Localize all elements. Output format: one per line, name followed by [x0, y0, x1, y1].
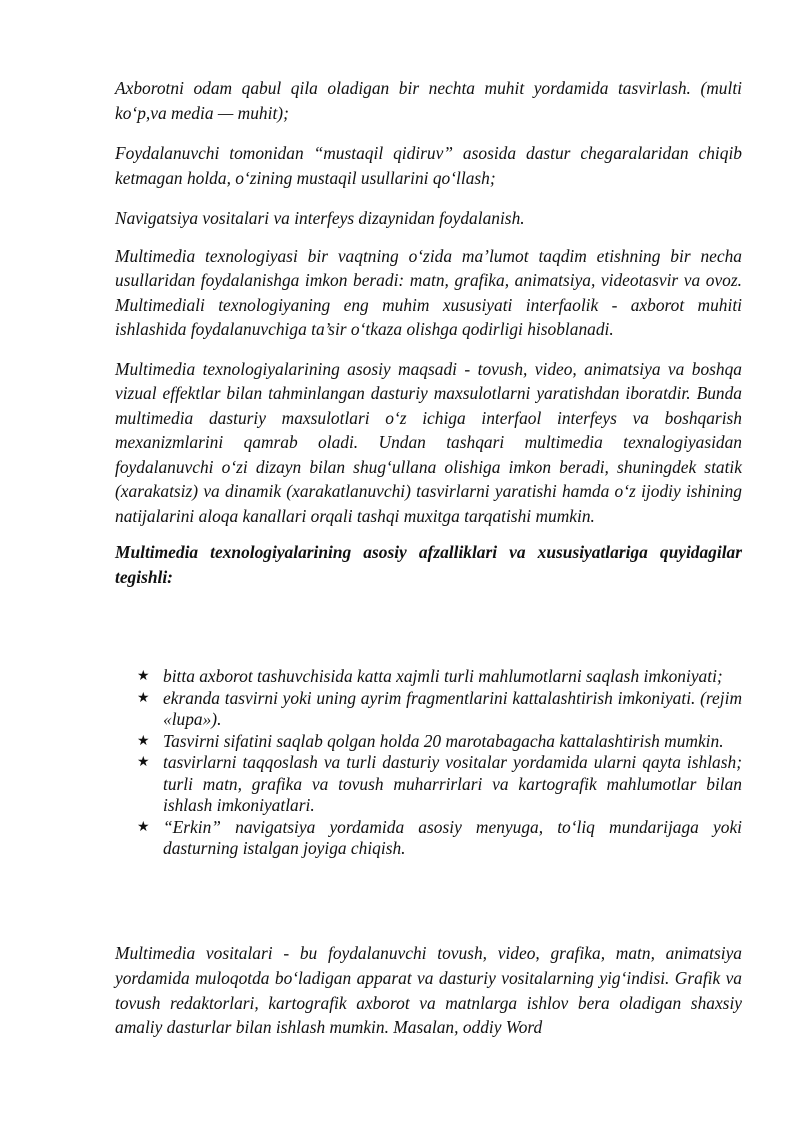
paragraph-multimedia-tools: Multimedia vositalari - bu foydalanuvchi tovush, video, grafika, matn, animatsiya yordamida muloqotda bo‘ladigan apparat va dasturiy vositalarning yig‘indisi. Grafik va tovush redaktorlari, kartografik axborot va matnlarga ishlov bera oladigan shaxsiy amaliy dasturlar bilan ishlash mumkin. Masalan, oddiy Word	[115, 943, 742, 1038]
list-item-text: tasvirlarni taqqoslash va turli dasturiy vositalar yordamida ularni qayta ishlash; turli matn, grafika va tovush muharrirlari va kartografik mahlumotlar bilan ishlash imkoniyatlari.	[163, 752, 742, 815]
list-item-text: Tasvirni sifatini saqlab qolgan holda 20 marotabagacha kattalashtirish mumkin.	[163, 730, 724, 751]
list-item	[137, 688, 742, 731]
list-item-text: ekranda tasvirni yoki uning ayrim fragmentlarini kattalashtirish imkoniyati. (rejim «lupa»).	[163, 687, 742, 729]
list-item	[137, 666, 742, 688]
list-item-text: “Erkin” navigatsiya yordamida asosiy menyuga, to‘liq mundarijaga yoki dasturning istalgan joyiga chiqish.	[163, 816, 742, 858]
star-icon: ★	[137, 818, 150, 835]
document-page	[115, 76, 742, 1038]
star-icon: ★	[137, 754, 150, 770]
paragraph-independent-search: Foydalanuvchi tomonidan “mustaqil qidiruv” asosida dastur chegaralaridan chiqib ketmagan holda, o‘zining mustaqil usullarini qo‘llash;	[115, 143, 742, 188]
advantages-list	[137, 666, 742, 860]
star-icon: ★	[137, 732, 150, 749]
list-item	[137, 752, 742, 817]
paragraph-navigation-tools: Navigatsiya vositalari va interfeys dizaynidan foydalanish.	[115, 208, 525, 228]
list-item-text: bitta axborot tashuvchisida katta xajmli turli mahlumotlarni saqlash imkoniyati;	[163, 666, 723, 686]
star-icon: ★	[137, 668, 150, 684]
paragraph-multimedia-technology: Multimedia texnologiyasi bir vaqtning o‘zida ma’lumot taqdim etishning bir necha usullaridan foydalanishga imkon beradi: matn, grafika, animatsiya, videotasvir va ovoz. Multimediali texnologiyaning eng muhim xususiyati interfaolik - axborot muhiti ishlashida foydalanuvchiga ta’sir o‘tkaza olishga qodirligi hisoblanadi.	[115, 245, 742, 339]
paragraph-multimedia-definition: Axborotni odam qabul qila oladigan bir nechta muhit yordamida tasvirlash. (multi ko‘p,va media — muhit);	[115, 78, 742, 123]
star-icon: ★	[137, 689, 150, 706]
list-item	[137, 817, 742, 860]
section-heading: Multimedia texnologiyalarining asosiy afzalliklari va xususiyatlariga quyidagilar tegishli:	[115, 542, 742, 587]
list-item	[137, 731, 742, 753]
paragraph-multimedia-goal: Multimedia texnologiyalarining asosiy maqsadi - tovush, video, animatsiya va boshqa vizual effektlar bilan tahminlangan dasturiy maxsulotlarni yaratishdan iboratdir. Bunda multimedia dasturiy maxsulotlari o‘z ichiga interfaol interfeys va boshqarish mexanizmlarini qamrab oladi. Undan tashqari multimedia texnalogiyasidan foydalanuvchi o‘zi dizayn bilan shug‘ullana olishiga imkon beradi, shuningdek statik (xarakatsiz) va dinamik (xarakatlanuvchi) tasvirlarni yaratishi hamda o‘z ijodiy ishining natijalarini aloqa kanallari orqali tashqi muxitga tarqatishi mumkin.	[115, 358, 742, 526]
